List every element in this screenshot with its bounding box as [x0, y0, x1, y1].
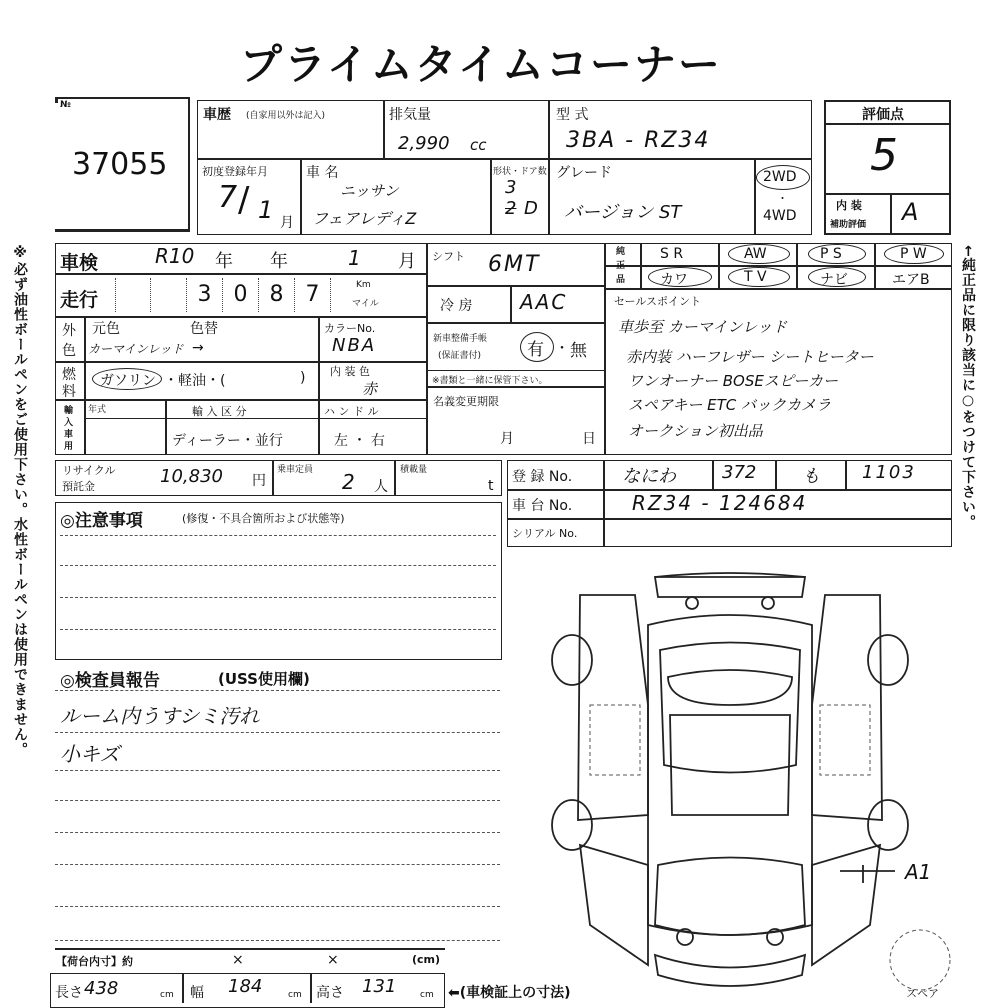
car-name: フェアレディZ	[312, 209, 417, 228]
name-change-month: 月	[500, 431, 514, 447]
options-side1: 純	[616, 247, 626, 257]
caution-title: ◎注意事項	[60, 511, 143, 531]
sales-point-line: 車歩至 カーマインレッド	[618, 318, 787, 336]
drive-4wd: 4WD	[763, 208, 797, 224]
inspection-year-mark2: 年	[270, 251, 288, 272]
diagram-mark: A1	[905, 860, 932, 884]
inspector-sub: (USS使用欄)	[218, 670, 310, 688]
inspection-month-unit: 月	[398, 251, 416, 272]
displacement-unit: cc	[470, 136, 487, 154]
registration-kana: も	[802, 466, 820, 487]
import-side1: 輸	[64, 406, 74, 416]
mileage-digit: 7	[295, 278, 331, 312]
history-sub: (自家用以外は記入)	[246, 111, 326, 121]
registration-number: 1103	[862, 462, 916, 483]
inspection-month: 1	[348, 246, 361, 270]
color-code: NBA	[332, 335, 377, 356]
load-unit: t	[488, 478, 494, 494]
manual-yes: 有	[527, 340, 544, 360]
import-handle-value: 左 ・ 右	[334, 433, 385, 449]
interior-eval-value: A	[902, 198, 919, 226]
mileage-label: 走行	[60, 289, 99, 311]
option-tv: T V	[744, 269, 767, 285]
import-side2: 入	[64, 418, 74, 428]
capacity-label: 乗車定員	[277, 465, 314, 475]
import-div-value: ディーラー・並行	[172, 433, 283, 449]
registration-class: 372	[722, 462, 757, 483]
recycle-label2: 預託金	[62, 480, 95, 493]
first-reg-month: 1	[258, 196, 274, 224]
chassis-label: 車 台 No.	[512, 498, 573, 514]
inspection-era: R10	[155, 244, 195, 268]
ac-value: AAC	[520, 290, 568, 314]
sales-point-line: オークション初出品	[628, 422, 763, 440]
mileage-digit	[151, 278, 187, 312]
color-arrow: →	[192, 340, 204, 356]
manual-sep: ・	[555, 341, 569, 357]
recycle-unit: 円	[252, 473, 266, 489]
import-side4: 用	[64, 442, 74, 452]
car-diagram	[540, 565, 960, 995]
interior-color-label: 内 装 色	[330, 365, 370, 378]
inspector-title: ◎検査員報告	[60, 671, 160, 691]
option-navi: ナビ	[820, 272, 848, 288]
option-pw: P W	[900, 246, 927, 262]
sales-points-label: セールスポイント	[614, 295, 702, 308]
fuel-label2: 料	[62, 384, 76, 400]
capacity-unit: 人	[374, 479, 388, 495]
model-label: 型 式	[556, 107, 589, 123]
manual-label1: 新車整備手帳	[433, 334, 488, 344]
manual-label2: (保証書付)	[438, 351, 482, 361]
color-orig-label: 元色	[92, 321, 120, 337]
first-reg-slash: /	[238, 180, 250, 220]
right-note: ←純正品に限り該当に○をつけて下さい。	[960, 245, 976, 530]
mileage-digit: 8	[259, 278, 295, 312]
mileage-digit: 0	[223, 278, 259, 312]
mileage-unit-km: Km	[356, 280, 371, 290]
cargo-unit: (cm)	[412, 953, 441, 966]
shift-value: 6MT	[488, 252, 541, 277]
dims-height-unit: cm	[420, 990, 434, 1000]
inspection-label: 車検	[60, 252, 99, 274]
fuel-rest: ・軽油・(	[164, 373, 226, 389]
fuel-gas: ガソリン	[100, 373, 156, 389]
dims-length: 438	[84, 978, 119, 999]
inspection-year-mark: 年	[215, 251, 233, 272]
option-sr: S R	[660, 246, 684, 262]
dims-note: ⬅(車検証上の寸法)	[448, 985, 571, 1001]
color-orig-value: カーマインレッド	[88, 342, 184, 356]
grade-value: バージョン ST	[564, 202, 682, 223]
spare-label: スペア	[906, 987, 939, 1000]
first-reg-label: 初度登録年月	[202, 165, 268, 178]
manual-no: 無	[570, 341, 587, 361]
option-leather: カワ	[660, 272, 688, 288]
option-airbag: エアB	[892, 272, 930, 288]
color-change-label: 色替	[190, 321, 218, 337]
sales-point-line: スペアキー ETC バックカメラ	[628, 396, 832, 414]
model-value: 3BA - RZ34	[566, 128, 711, 153]
shift-label: シフト	[432, 250, 465, 263]
dims-width: 184	[228, 976, 263, 997]
name-change-day: 日	[582, 431, 596, 447]
registration-label: 登 録 No.	[512, 469, 573, 485]
cargo-label: 【荷台内寸】約	[56, 955, 133, 968]
inspector-line: ルーム内うすシミ汚れ	[60, 704, 260, 728]
cargo-x1: ×	[232, 952, 244, 968]
score-value: 5	[870, 130, 898, 181]
import-year-label: 年式	[88, 405, 107, 415]
history-label: 車歴	[203, 107, 231, 123]
sales-point-line: 赤内装 ハーフレザー シートヒーター	[626, 348, 874, 366]
body-doors: 3	[505, 177, 517, 198]
dims-width-label: 幅	[190, 985, 204, 1001]
import-div-label: 輸 入 区 分	[192, 405, 247, 418]
registration-area: なにわ	[622, 466, 676, 487]
displacement-label: 排気量	[389, 107, 431, 123]
dims-height-label: 高さ	[316, 985, 344, 1001]
ac-label: 冷 房	[440, 298, 473, 314]
serial-label: シリアル No.	[512, 527, 578, 540]
body-label: 形状・ドア数	[493, 167, 547, 177]
drive-dot: ・	[777, 192, 788, 205]
mileage-digit	[115, 278, 151, 312]
score-label: 評価点	[862, 107, 904, 123]
option-ps: P S	[820, 246, 842, 262]
load-label: 積載量	[400, 465, 428, 475]
mileage-unit-mile: マイル	[352, 299, 379, 309]
dims-height: 131	[362, 976, 397, 997]
first-reg-year: 7	[218, 180, 238, 215]
chassis-value: RZ34 - 124684	[632, 491, 808, 515]
fuel-label1: 燃	[62, 367, 76, 383]
car-maker: ニッサン	[340, 182, 399, 200]
options-side3: 品	[616, 275, 626, 285]
interior-eval-label1: 内 装	[836, 199, 862, 212]
cargo-x2: ×	[327, 952, 339, 968]
import-handle-label: ハ ン ド ル	[324, 405, 379, 418]
option-aw: AW	[744, 246, 767, 262]
options-side2: 正	[616, 261, 626, 271]
interior-color-value: 赤	[362, 380, 378, 398]
dims-length-unit: cm	[160, 990, 174, 1000]
color-color-label: 色	[62, 343, 76, 359]
capacity-value: 2	[342, 470, 355, 494]
fuel-close: )	[300, 370, 306, 386]
recycle-label1: リサイクル	[62, 464, 116, 477]
page-title: プライムタイムコーナー	[240, 40, 722, 89]
car-name-label: 車 名	[306, 165, 339, 181]
body-type: D	[524, 198, 538, 219]
left-note: ※必ず油性ボールペンをご使用下さい。水性ボールペンは使用できません。	[12, 245, 28, 757]
displacement-value: 2,990	[398, 133, 450, 154]
mileage-digits	[115, 278, 331, 312]
dims-width-unit: cm	[288, 990, 302, 1000]
import-side3: 車	[64, 430, 74, 440]
grade-label: グレード	[556, 165, 612, 181]
color-code-label: カラーNo.	[324, 322, 376, 335]
sales-point-line: ワンオーナー BOSEスピーカー	[628, 372, 838, 390]
recycle-value: 10,830	[160, 466, 223, 487]
caution-sub: (修復・不具合箇所および状態等)	[182, 512, 345, 525]
lot-number: 37055	[72, 147, 168, 182]
inspector-line: 小キズ	[60, 742, 120, 766]
drive-2wd: 2WD	[763, 169, 797, 185]
manual-note: ※書類と一緒に保管下さい。	[432, 376, 548, 386]
body-crossed: 2	[505, 198, 517, 219]
dims-length-label: 長さ	[55, 985, 83, 1001]
mileage-digit: 3	[187, 278, 223, 312]
interior-eval-label2: 補助評価	[830, 220, 867, 230]
color-outer-label: 外	[62, 323, 76, 339]
name-change-label: 名義変更期限	[433, 395, 499, 408]
first-reg-month-unit: 月	[280, 215, 294, 231]
lot-mark: №	[60, 100, 71, 110]
